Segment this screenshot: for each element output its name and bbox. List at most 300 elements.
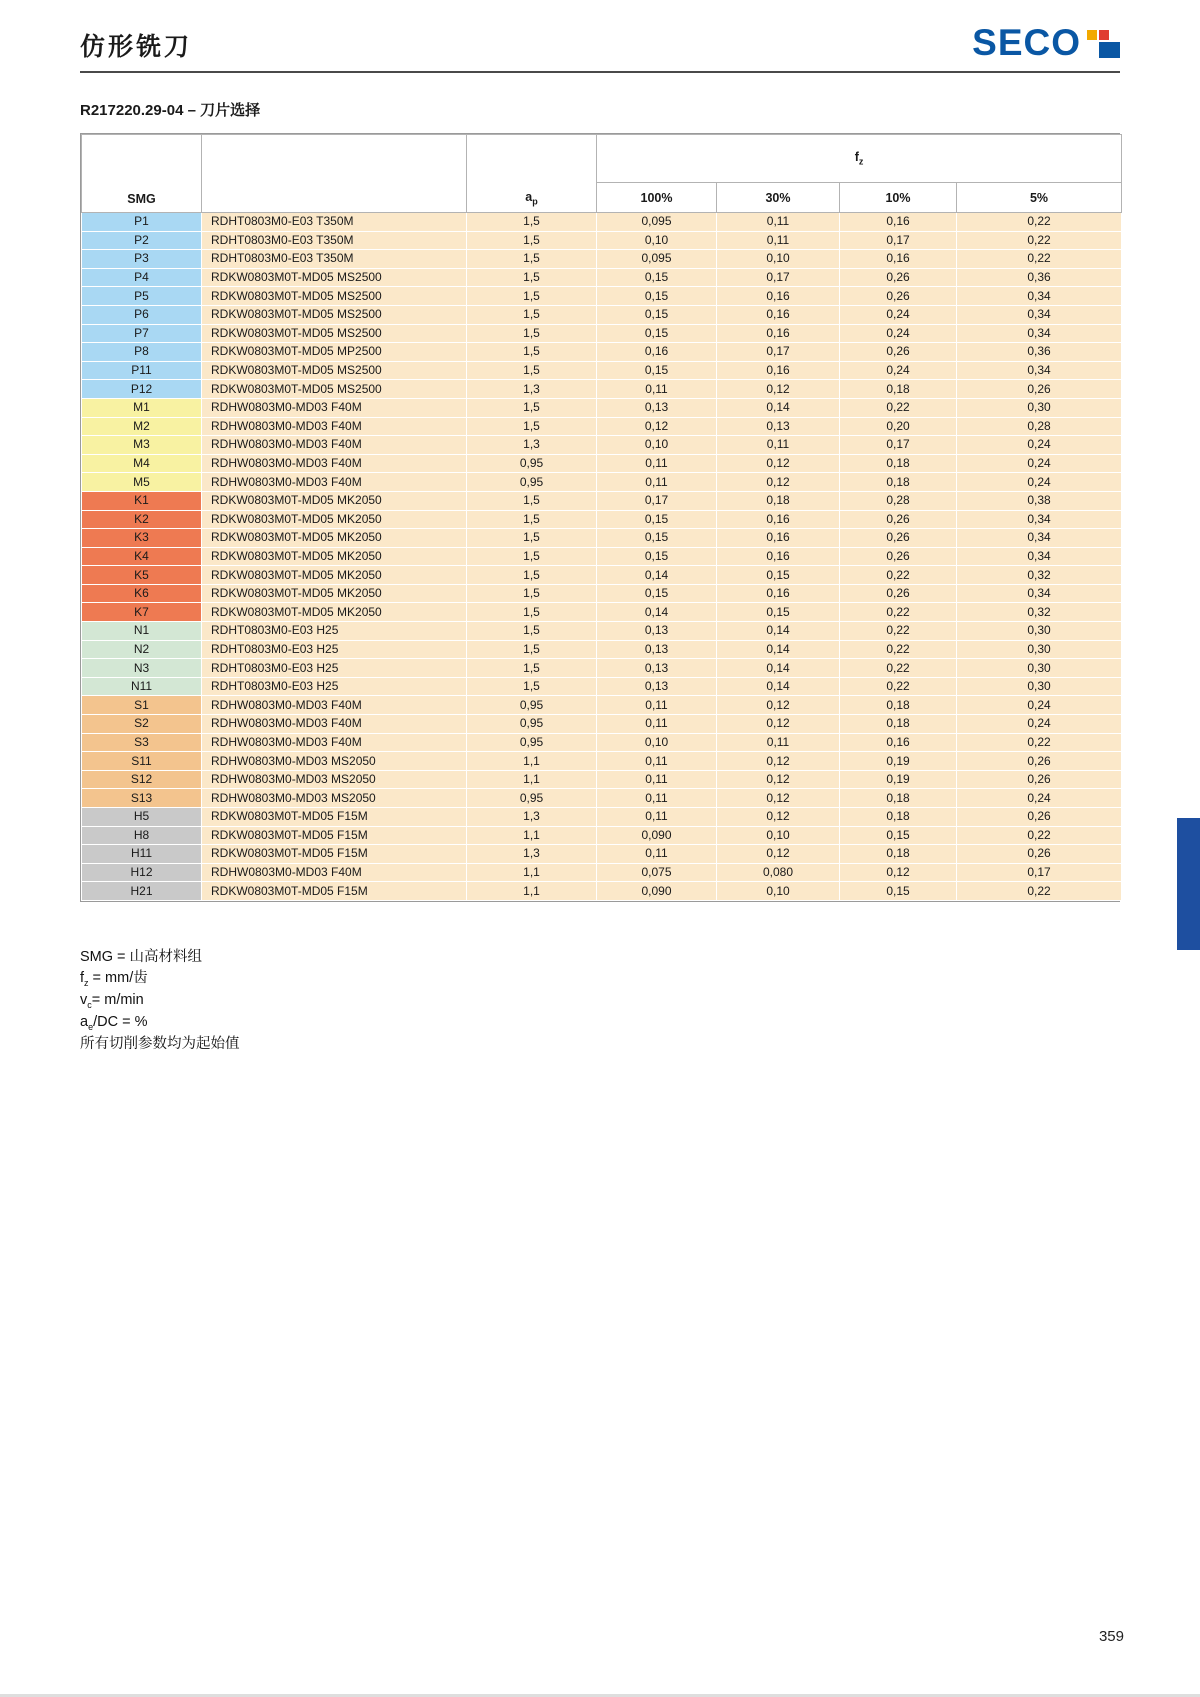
ap-cell: 0,95 <box>467 454 597 473</box>
fz-value-cell: 0,34 <box>957 287 1122 306</box>
footnote-line: $f_z = mm/$齿 <box>80 970 148 988</box>
fz-value-cell: 0,22 <box>957 733 1122 752</box>
table-row <box>82 287 1122 306</box>
fz-value-cell: 0,11 <box>597 789 717 808</box>
fz-value-cell: 0,16 <box>717 361 840 380</box>
table-header <box>82 135 1122 213</box>
fz-value-cell: 0,34 <box>957 324 1122 343</box>
smg-cell: M2 <box>82 417 202 436</box>
fz-value-cell: 0,15 <box>597 510 717 529</box>
insert-cell: RDHT0803M0-E03 T350M <box>202 231 467 250</box>
insert-cell: RDHT0803M0-E03 H25 <box>202 677 467 696</box>
fz-value-cell: 0,16 <box>597 343 717 362</box>
insert-cell: RDHW0803M0-MD03 F40M <box>202 696 467 715</box>
fz-value-cell: 0,15 <box>717 566 840 585</box>
fz-group-header: $f_z$ <box>597 135 1122 183</box>
insert-cell: RDHW0803M0-MD03 MS2050 <box>202 752 467 771</box>
insert-cell: RDKW0803M0T-MD05 MK2050 <box>202 584 467 603</box>
smg-cell: H21 <box>82 882 202 901</box>
fz-value-cell: 0,15 <box>597 287 717 306</box>
fz-value-cell: 0,12 <box>717 752 840 771</box>
insert-cell: RDHW0803M0-MD03 F40M <box>202 398 467 417</box>
fz-value-cell: 0,34 <box>957 529 1122 548</box>
fz-value-cell: 0,26 <box>840 287 957 306</box>
table-row <box>82 398 1122 417</box>
table-row <box>82 231 1122 250</box>
ap-cell: 1,5 <box>467 324 597 343</box>
ap-cell: 1,5 <box>467 677 597 696</box>
ap-cell: 1,1 <box>467 882 597 901</box>
ap-cell: 0,95 <box>467 715 597 734</box>
smg-cell: K6 <box>82 584 202 603</box>
fz-value-cell: 0,13 <box>597 659 717 678</box>
insert-cell: RDKW0803M0T-MD05 MS2500 <box>202 305 467 324</box>
fz-value-cell: 0,32 <box>957 603 1122 622</box>
table-row <box>82 845 1122 864</box>
fz-value-cell: 0,12 <box>717 770 840 789</box>
smg-cell: M1 <box>82 398 202 417</box>
fz-value-cell: 0,18 <box>840 380 957 399</box>
fz-value-cell: 0,18 <box>840 715 957 734</box>
ap-cell: 1,5 <box>467 566 597 585</box>
fz-value-cell: 0,15 <box>717 603 840 622</box>
table-row <box>82 491 1122 510</box>
fz-value-cell: 0,36 <box>957 343 1122 362</box>
insert-cell: RDHW0803M0-MD03 MS2050 <box>202 770 467 789</box>
fz-value-cell: 0,22 <box>840 659 957 678</box>
fz-value-cell: 0,12 <box>717 715 840 734</box>
fz-value-cell: 0,15 <box>597 324 717 343</box>
fz-value-cell: 0,11 <box>717 733 840 752</box>
fz-value-cell: 0,12 <box>840 863 957 882</box>
table-row <box>82 696 1122 715</box>
fz-value-cell: 0,14 <box>597 603 717 622</box>
smg-cell: M3 <box>82 436 202 455</box>
fz-value-cell: 0,13 <box>597 398 717 417</box>
fz-value-cell: 0,10 <box>717 250 840 269</box>
ap-cell: 1,5 <box>467 398 597 417</box>
footnote-line: SMG = 山高材料组 <box>80 949 203 965</box>
ap-cell: 1,5 <box>467 361 597 380</box>
fz-value-cell: 0,11 <box>597 752 717 771</box>
fz-value-cell: 0,11 <box>597 770 717 789</box>
fz-value-cell: 0,30 <box>957 677 1122 696</box>
fz-value-cell: 0,11 <box>597 473 717 492</box>
insert-cell: RDHW0803M0-MD03 F40M <box>202 473 467 492</box>
fz-value-cell: 0,075 <box>597 863 717 882</box>
table-row <box>82 417 1122 436</box>
insert-selection-table <box>80 133 1120 902</box>
insert-table-body <box>82 213 1122 901</box>
fz-value-cell: 0,18 <box>840 696 957 715</box>
fz-value-cell: 0,34 <box>957 305 1122 324</box>
table-row <box>82 715 1122 734</box>
ap-cell: 1,1 <box>467 826 597 845</box>
smg-cell: P5 <box>82 287 202 306</box>
table-row <box>82 324 1122 343</box>
fz-10-header: 10% <box>840 183 957 213</box>
ap-cell: 1,5 <box>467 510 597 529</box>
insert-cell: RDKW0803M0T-MD05 MS2500 <box>202 361 467 380</box>
insert-cell: RDHT0803M0-E03 H25 <box>202 659 467 678</box>
ap-cell: 1,1 <box>467 863 597 882</box>
fz-value-cell: 0,12 <box>717 696 840 715</box>
table-row <box>82 380 1122 399</box>
fz-value-cell: 0,14 <box>717 622 840 641</box>
table-row <box>82 473 1122 492</box>
fz-value-cell: 0,14 <box>717 677 840 696</box>
ap-cell: 1,3 <box>467 380 597 399</box>
footnotes <box>80 947 240 1055</box>
fz-30-header: 30% <box>717 183 840 213</box>
ap-cell: 1,5 <box>467 659 597 678</box>
footnote-line: $v_c= m/\min$ <box>80 991 144 1010</box>
fz-value-cell: 0,34 <box>957 361 1122 380</box>
insert-cell: RDKW0803M0T-MD05 MS2500 <box>202 380 467 399</box>
ap-cell: 1,5 <box>467 287 597 306</box>
smg-cell: K7 <box>82 603 202 622</box>
ap-cell: 0,95 <box>467 473 597 492</box>
ap-cell: 1,5 <box>467 305 597 324</box>
ap-cell: 0,95 <box>467 733 597 752</box>
fz-value-cell: 0,14 <box>597 566 717 585</box>
smg-cell: K1 <box>82 491 202 510</box>
table-row <box>82 213 1122 232</box>
fz-value-cell: 0,26 <box>957 808 1122 827</box>
table-row <box>82 529 1122 548</box>
ap-cell: 1,3 <box>467 808 597 827</box>
table-row <box>82 566 1122 585</box>
ap-cell: 1,5 <box>467 640 597 659</box>
fz-value-cell: 0,14 <box>717 398 840 417</box>
smg-cell: S12 <box>82 770 202 789</box>
fz-value-cell: 0,16 <box>717 287 840 306</box>
fz-value-cell: 0,18 <box>840 808 957 827</box>
smg-cell: N11 <box>82 677 202 696</box>
fz-value-cell: 0,095 <box>597 250 717 269</box>
fz-value-cell: 0,26 <box>840 529 957 548</box>
fz-value-cell: 0,16 <box>840 250 957 269</box>
fz-value-cell: 0,11 <box>717 213 840 232</box>
fz-value-cell: 0,14 <box>717 659 840 678</box>
fz-value-cell: 0,11 <box>597 454 717 473</box>
insert-cell: RDKW0803M0T-MD05 MP2500 <box>202 343 467 362</box>
fz-value-cell: 0,26 <box>957 845 1122 864</box>
smg-cell: N3 <box>82 659 202 678</box>
fz-value-cell: 0,24 <box>957 473 1122 492</box>
fz-value-cell: 0,34 <box>957 510 1122 529</box>
footnote-line: $a_e/DC$ = % <box>80 1013 148 1032</box>
table-row <box>82 789 1122 808</box>
fz-value-cell: 0,11 <box>597 845 717 864</box>
table-row <box>82 547 1122 566</box>
table-row <box>82 677 1122 696</box>
fz-value-cell: 0,17 <box>957 863 1122 882</box>
fz-value-cell: 0,18 <box>840 789 957 808</box>
ap-cell: 1,5 <box>467 231 597 250</box>
fz-value-cell: 0,24 <box>957 454 1122 473</box>
fz-value-cell: 0,17 <box>840 231 957 250</box>
smg-cell: H5 <box>82 808 202 827</box>
ap-cell: 1,5 <box>467 343 597 362</box>
fz-value-cell: 0,16 <box>717 510 840 529</box>
fz-value-cell: 0,18 <box>840 473 957 492</box>
fz-value-cell: 0,10 <box>597 733 717 752</box>
smg-cell: P6 <box>82 305 202 324</box>
insert-cell: RDHT0803M0-E03 T350M <box>202 250 467 269</box>
insert-cell: RDKW0803M0T-MD05 F15M <box>202 845 467 864</box>
insert-cell: RDKW0803M0T-MD05 MS2500 <box>202 324 467 343</box>
smg-cell: K3 <box>82 529 202 548</box>
smg-cell: P4 <box>82 268 202 287</box>
insert-cell: RDHW0803M0-MD03 F40M <box>202 436 467 455</box>
ap-column-header: $a_p$ <box>467 135 597 213</box>
ap-cell: 1,5 <box>467 584 597 603</box>
smg-cell: K5 <box>82 566 202 585</box>
fz-value-cell: 0,22 <box>840 398 957 417</box>
table-row <box>82 622 1122 641</box>
fz-value-cell: 0,15 <box>597 361 717 380</box>
fz-value-cell: 0,34 <box>957 584 1122 603</box>
fz-value-cell: 0,17 <box>717 268 840 287</box>
fz-value-cell: 0,15 <box>597 584 717 603</box>
section-side-tab <box>1177 818 1200 950</box>
fz-value-cell: 0,12 <box>717 789 840 808</box>
smg-cell: P3 <box>82 250 202 269</box>
ap-cell: 0,95 <box>467 789 597 808</box>
fz-value-cell: 0,12 <box>717 454 840 473</box>
table-row <box>82 863 1122 882</box>
fz-value-cell: 0,24 <box>840 324 957 343</box>
fz-value-cell: 0,17 <box>840 436 957 455</box>
fz-value-cell: 0,090 <box>597 826 717 845</box>
table-row <box>82 882 1122 901</box>
fz-value-cell: 0,13 <box>597 622 717 641</box>
fz-value-cell: 0,28 <box>957 417 1122 436</box>
smg-cell: S1 <box>82 696 202 715</box>
ap-cell: 1,3 <box>467 436 597 455</box>
logo-blue-square <box>1099 42 1120 58</box>
insert-cell: RDKW0803M0T-MD05 MS2500 <box>202 287 467 306</box>
fz-value-cell: 0,16 <box>717 529 840 548</box>
fz-value-cell: 0,12 <box>717 845 840 864</box>
fz-value-cell: 0,24 <box>840 305 957 324</box>
fz-value-cell: 0,22 <box>840 603 957 622</box>
table-row <box>82 659 1122 678</box>
ap-cell: 1,5 <box>467 491 597 510</box>
table-row <box>82 268 1122 287</box>
insert-cell: RDHW0803M0-MD03 F40M <box>202 417 467 436</box>
fz-value-cell: 0,14 <box>717 640 840 659</box>
page-header <box>80 24 1120 73</box>
table-row <box>82 584 1122 603</box>
fz-value-cell: 0,26 <box>840 547 957 566</box>
table-row <box>82 343 1122 362</box>
ap-cell: 1,5 <box>467 213 597 232</box>
table-row <box>82 250 1122 269</box>
smg-cell: P7 <box>82 324 202 343</box>
fz-value-cell: 0,11 <box>717 436 840 455</box>
fz-100-header: 100% <box>597 183 717 213</box>
ap-cell: 1,1 <box>467 752 597 771</box>
seco-logo-icon <box>1087 27 1120 58</box>
fz-value-cell: 0,26 <box>840 510 957 529</box>
fz-value-cell: 0,26 <box>957 770 1122 789</box>
smg-cell: S2 <box>82 715 202 734</box>
fz-value-cell: 0,080 <box>717 863 840 882</box>
table-row <box>82 733 1122 752</box>
section-title: R217220.29-04 – 刀片选择 <box>80 102 261 119</box>
fz-value-cell: 0,22 <box>957 250 1122 269</box>
ap-cell: 1,5 <box>467 250 597 269</box>
smg-cell: N2 <box>82 640 202 659</box>
fz-value-cell: 0,16 <box>717 305 840 324</box>
table-row <box>82 826 1122 845</box>
fz-value-cell: 0,34 <box>957 547 1122 566</box>
fz-value-cell: 0,13 <box>597 640 717 659</box>
ap-cell: 1,5 <box>467 529 597 548</box>
fz-value-cell: 0,19 <box>840 752 957 771</box>
page-number: 359 <box>1098 1628 1124 1645</box>
fz-value-cell: 0,22 <box>840 566 957 585</box>
fz-value-cell: 0,12 <box>717 808 840 827</box>
fz-value-cell: 0,12 <box>717 380 840 399</box>
insert-cell: RDHW0803M0-MD03 MS2050 <box>202 789 467 808</box>
ap-cell: 1,5 <box>467 417 597 436</box>
fz-value-cell: 0,22 <box>957 882 1122 901</box>
table-row <box>82 808 1122 827</box>
fz-value-cell: 0,18 <box>840 454 957 473</box>
fz-value-cell: 0,26 <box>840 268 957 287</box>
fz-value-cell: 0,15 <box>597 268 717 287</box>
fz-value-cell: 0,10 <box>717 826 840 845</box>
logo-yellow-square <box>1087 30 1097 40</box>
fz-value-cell: 0,11 <box>597 696 717 715</box>
fz-value-cell: 0,10 <box>717 882 840 901</box>
fz-value-cell: 0,11 <box>597 715 717 734</box>
insert-cell: RDKW0803M0T-MD05 F15M <box>202 882 467 901</box>
fz-value-cell: 0,17 <box>597 491 717 510</box>
insert-cell: RDKW0803M0T-MD05 MK2050 <box>202 529 467 548</box>
ap-cell: 1,5 <box>467 547 597 566</box>
fz-value-cell: 0,36 <box>957 268 1122 287</box>
smg-cell: M4 <box>82 454 202 473</box>
fz-value-cell: 0,28 <box>840 491 957 510</box>
fz-value-cell: 0,15 <box>840 826 957 845</box>
smg-cell: P1 <box>82 213 202 232</box>
table-row <box>82 770 1122 789</box>
ap-cell: 0,95 <box>467 696 597 715</box>
smg-cell: S11 <box>82 752 202 771</box>
fz-value-cell: 0,17 <box>717 343 840 362</box>
table-row <box>82 361 1122 380</box>
smg-cell: P11 <box>82 361 202 380</box>
fz-value-cell: 0,18 <box>840 845 957 864</box>
footnote-line: 所有切削参数均为起始值 <box>80 1035 240 1052</box>
insert-cell: RDHW0803M0-MD03 F40M <box>202 715 467 734</box>
fz-value-cell: 0,10 <box>597 231 717 250</box>
fz-value-cell: 0,18 <box>717 491 840 510</box>
fz-value-cell: 0,22 <box>840 677 957 696</box>
fz-value-cell: 0,11 <box>597 808 717 827</box>
fz-value-cell: 0,16 <box>717 324 840 343</box>
table-row <box>82 454 1122 473</box>
fz-value-cell: 0,22 <box>840 622 957 641</box>
smg-cell: P12 <box>82 380 202 399</box>
fz-value-cell: 0,13 <box>597 677 717 696</box>
ap-cell: 1,5 <box>467 268 597 287</box>
fz-value-cell: 0,16 <box>840 733 957 752</box>
fz-value-cell: 0,10 <box>597 436 717 455</box>
smg-cell: H12 <box>82 863 202 882</box>
fz-value-cell: 0,32 <box>957 566 1122 585</box>
smg-cell: H8 <box>82 826 202 845</box>
fz-value-cell: 0,15 <box>840 882 957 901</box>
fz-value-cell: 0,095 <box>597 213 717 232</box>
fz-value-cell: 0,22 <box>957 826 1122 845</box>
insert-column-header <box>202 135 467 213</box>
insert-cell: RDHT0803M0-E03 H25 <box>202 622 467 641</box>
ap-cell: 1,5 <box>467 603 597 622</box>
fz-value-cell: 0,12 <box>597 417 717 436</box>
smg-cell: S13 <box>82 789 202 808</box>
ap-cell: 1,1 <box>467 770 597 789</box>
insert-cell: RDHW0803M0-MD03 F40M <box>202 733 467 752</box>
insert-cell: RDKW0803M0T-MD05 MK2050 <box>202 603 467 622</box>
fz-value-cell: 0,30 <box>957 640 1122 659</box>
insert-cell: RDKW0803M0T-MD05 MK2050 <box>202 547 467 566</box>
insert-cell: RDHT0803M0-E03 H25 <box>202 640 467 659</box>
smg-cell: P8 <box>82 343 202 362</box>
insert-cell: RDKW0803M0T-MD05 F15M <box>202 808 467 827</box>
table-row <box>82 510 1122 529</box>
logo-red-square <box>1099 30 1109 40</box>
insert-cell: RDKW0803M0T-MD05 MK2050 <box>202 566 467 585</box>
table-row <box>82 305 1122 324</box>
insert-cell: RDKW0803M0T-MD05 MK2050 <box>202 491 467 510</box>
fz-value-cell: 0,22 <box>957 231 1122 250</box>
smg-column-header: SMG <box>82 135 202 213</box>
fz-value-cell: 0,24 <box>957 789 1122 808</box>
fz-value-cell: 0,22 <box>957 213 1122 232</box>
table-row <box>82 752 1122 771</box>
fz-value-cell: 0,26 <box>840 584 957 603</box>
fz-value-cell: 0,16 <box>717 584 840 603</box>
fz-value-cell: 0,12 <box>717 473 840 492</box>
fz-value-cell: 0,26 <box>840 343 957 362</box>
smg-cell: K2 <box>82 510 202 529</box>
smg-cell: H11 <box>82 845 202 864</box>
fz-value-cell: 0,19 <box>840 770 957 789</box>
fz-value-cell: 0,15 <box>597 529 717 548</box>
fz-value-cell: 0,24 <box>840 361 957 380</box>
fz-value-cell: 0,15 <box>597 547 717 566</box>
fz-value-cell: 0,30 <box>957 659 1122 678</box>
fz-value-cell: 0,15 <box>597 305 717 324</box>
fz-value-cell: 0,16 <box>840 213 957 232</box>
fz-value-cell: 0,38 <box>957 491 1122 510</box>
fz-value-cell: 0,11 <box>717 231 840 250</box>
fz-value-cell: 0,090 <box>597 882 717 901</box>
ap-cell: 1,5 <box>467 622 597 641</box>
insert-cell: RDHT0803M0-E03 T350M <box>202 213 467 232</box>
insert-cell: RDHW0803M0-MD03 F40M <box>202 863 467 882</box>
page-title: 仿形铣刀 <box>80 34 193 61</box>
fz-5-header: 5% <box>957 183 1122 213</box>
ap-cell: 1,3 <box>467 845 597 864</box>
fz-value-cell: 0,16 <box>717 547 840 566</box>
fz-value-cell: 0,26 <box>957 752 1122 771</box>
